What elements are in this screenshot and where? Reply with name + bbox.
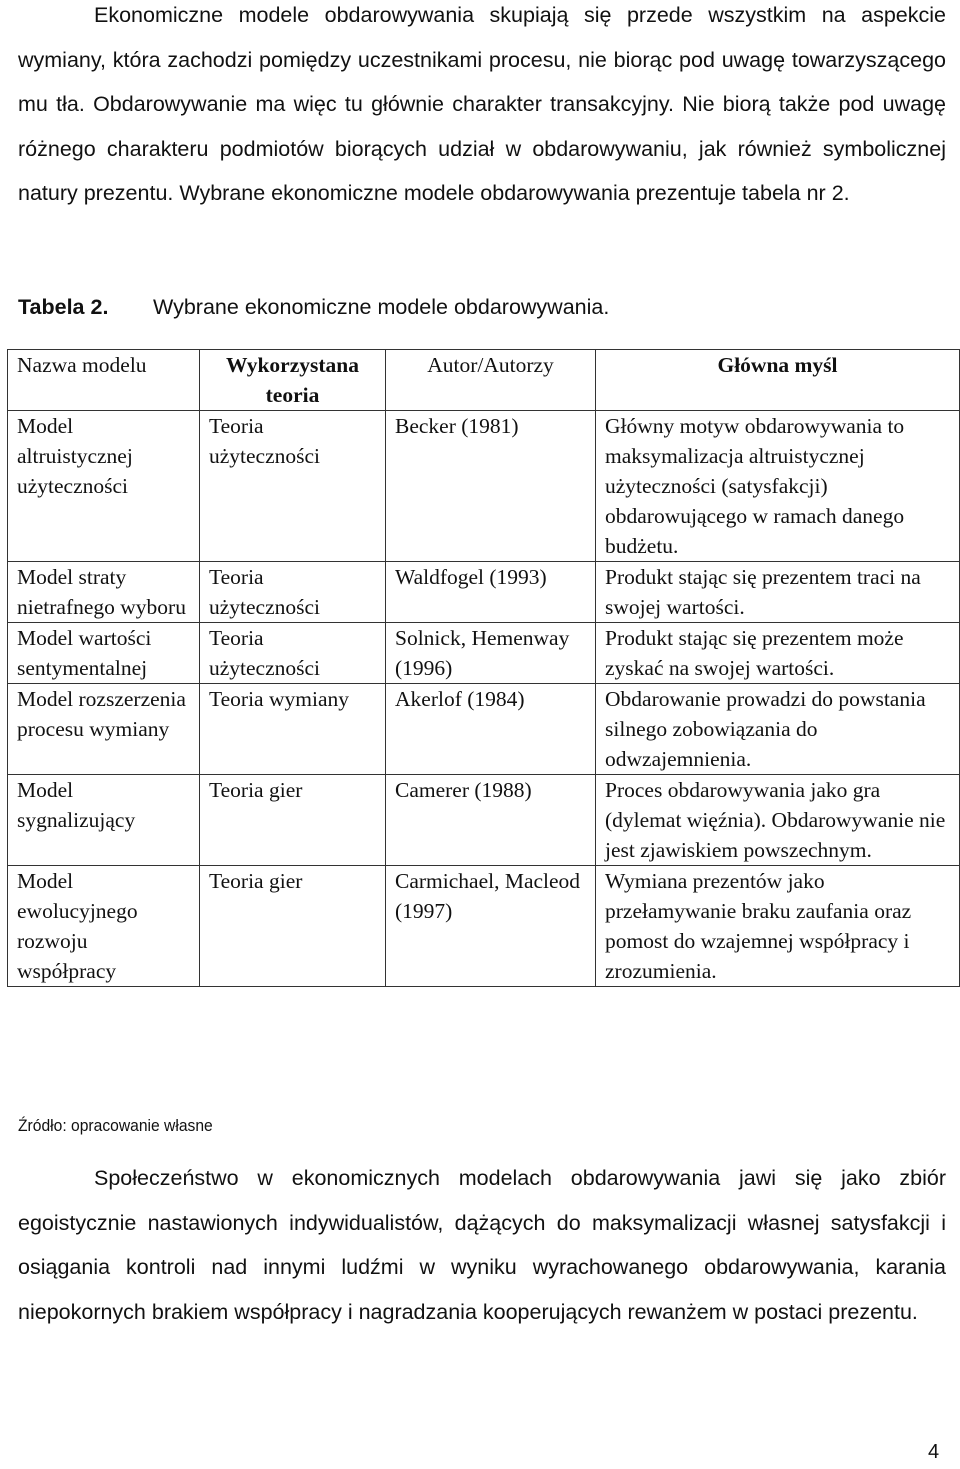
main-idea-cell: Wymiana prezentów jako przełamywanie braku zaufania oraz pomost do wzajemnej współpracy i zrozumienia.	[596, 866, 960, 987]
main-idea-cell: Produkt stając się prezentem traci na swojej wartości.	[596, 562, 960, 623]
header-authors: Autor/Autorzy	[386, 350, 596, 411]
table-row	[8, 866, 960, 987]
author-cell: Camerer (1988)	[386, 775, 596, 866]
main-idea-cell: Proces obdarowywania jako gra (dylemat więźnia). Obdarowywanie nie jest zjawiskiem powszechnym.	[596, 775, 960, 866]
model-name-cell: Model rozszerzenia procesu wymiany	[8, 684, 200, 775]
theory-cell: Teoria gier	[200, 866, 386, 987]
author-cell: Carmichael, Macleod (1997)	[386, 866, 596, 987]
table-row	[8, 562, 960, 623]
model-name-cell: Model ewolucyjnego rozwoju współpracy	[8, 866, 200, 987]
model-name-cell: Model wartości sentymentalnej	[8, 623, 200, 684]
theory-cell: Teoria użyteczności	[200, 623, 386, 684]
theory-cell: Teoria użyteczności	[200, 562, 386, 623]
author-cell: Solnick, Hemenway (1996)	[386, 623, 596, 684]
table-header-row	[8, 350, 960, 411]
table-row	[8, 684, 960, 775]
author-cell: Akerlof (1984)	[386, 684, 596, 775]
model-name-cell: Model straty nietrafnego wyboru	[8, 562, 200, 623]
table-caption	[18, 292, 609, 322]
theory-cell: Teoria użyteczności	[200, 411, 386, 562]
table-row	[8, 623, 960, 684]
theory-cell: Teoria gier	[200, 775, 386, 866]
conclusion-paragraph	[18, 1156, 946, 1334]
header-theory: Wykorzystana teoria	[200, 350, 386, 411]
model-name-cell: Model sygnalizujący	[8, 775, 200, 866]
table-caption-label: Tabela 2.	[18, 295, 109, 319]
conclusion-paragraph-text: Społeczeństwo w ekonomicznych modelach obdarowywania jawi się jako zbiór egoistycznie nastawionych indywidualistów, dążących do maksymalizacji własnej satysfakcji i osiągania kontroli nad innymi ludźmi w wyniku wyrachowanego obdarowywania, karania niepokornych brakiem współpracy i nagradzania kooperujących rewanżem w postaci prezentu.	[18, 1166, 946, 1324]
main-idea-cell: Obdarowanie prowadzi do powstania silnego zobowiązania do odwzajemnienia.	[596, 684, 960, 775]
table-caption-title: Wybrane ekonomiczne modele obdarowywania.	[153, 295, 610, 319]
header-main-idea: Główna myśl	[596, 350, 960, 411]
main-idea-cell: Główny motyw obdarowywania to maksymalizacja altruistycznej użyteczności (satysfakcji) obdarowującego w ramach danego budżetu.	[596, 411, 960, 562]
intro-paragraph-text: Ekonomiczne modele obdarowywania skupiają się przede wszystkim na aspekcie wymiany, która zachodzi pomiędzy uczestnikami procesu, nie biorąc pod uwagę towarzyszącego mu tła. Obdarowywanie ma więc tu głównie charakter transakcyjny. Nie biorą także pod uwagę różnego charakteru podmiotów biorących udział w obdarowywaniu, jak również symbolicznej natury prezentu. Wybrane ekonomiczne modele obdarowywania prezentuje tabela nr 2.	[18, 3, 946, 206]
intro-paragraph	[18, 0, 946, 216]
theory-cell: Teoria wymiany	[200, 684, 386, 775]
models-table	[7, 349, 960, 987]
table-row	[8, 775, 960, 866]
main-idea-cell: Produkt stając się prezentem może zyskać na swojej wartości.	[596, 623, 960, 684]
author-cell: Becker (1981)	[386, 411, 596, 562]
table-source-note: Źródło: opracowanie własne	[18, 1116, 213, 1135]
page-number: 4	[928, 1441, 940, 1463]
model-name-cell: Model altruistycznej użyteczności	[8, 411, 200, 562]
author-cell: Waldfogel (1993)	[386, 562, 596, 623]
table-row	[8, 411, 960, 562]
header-model-name: Nazwa modelu	[8, 350, 200, 411]
